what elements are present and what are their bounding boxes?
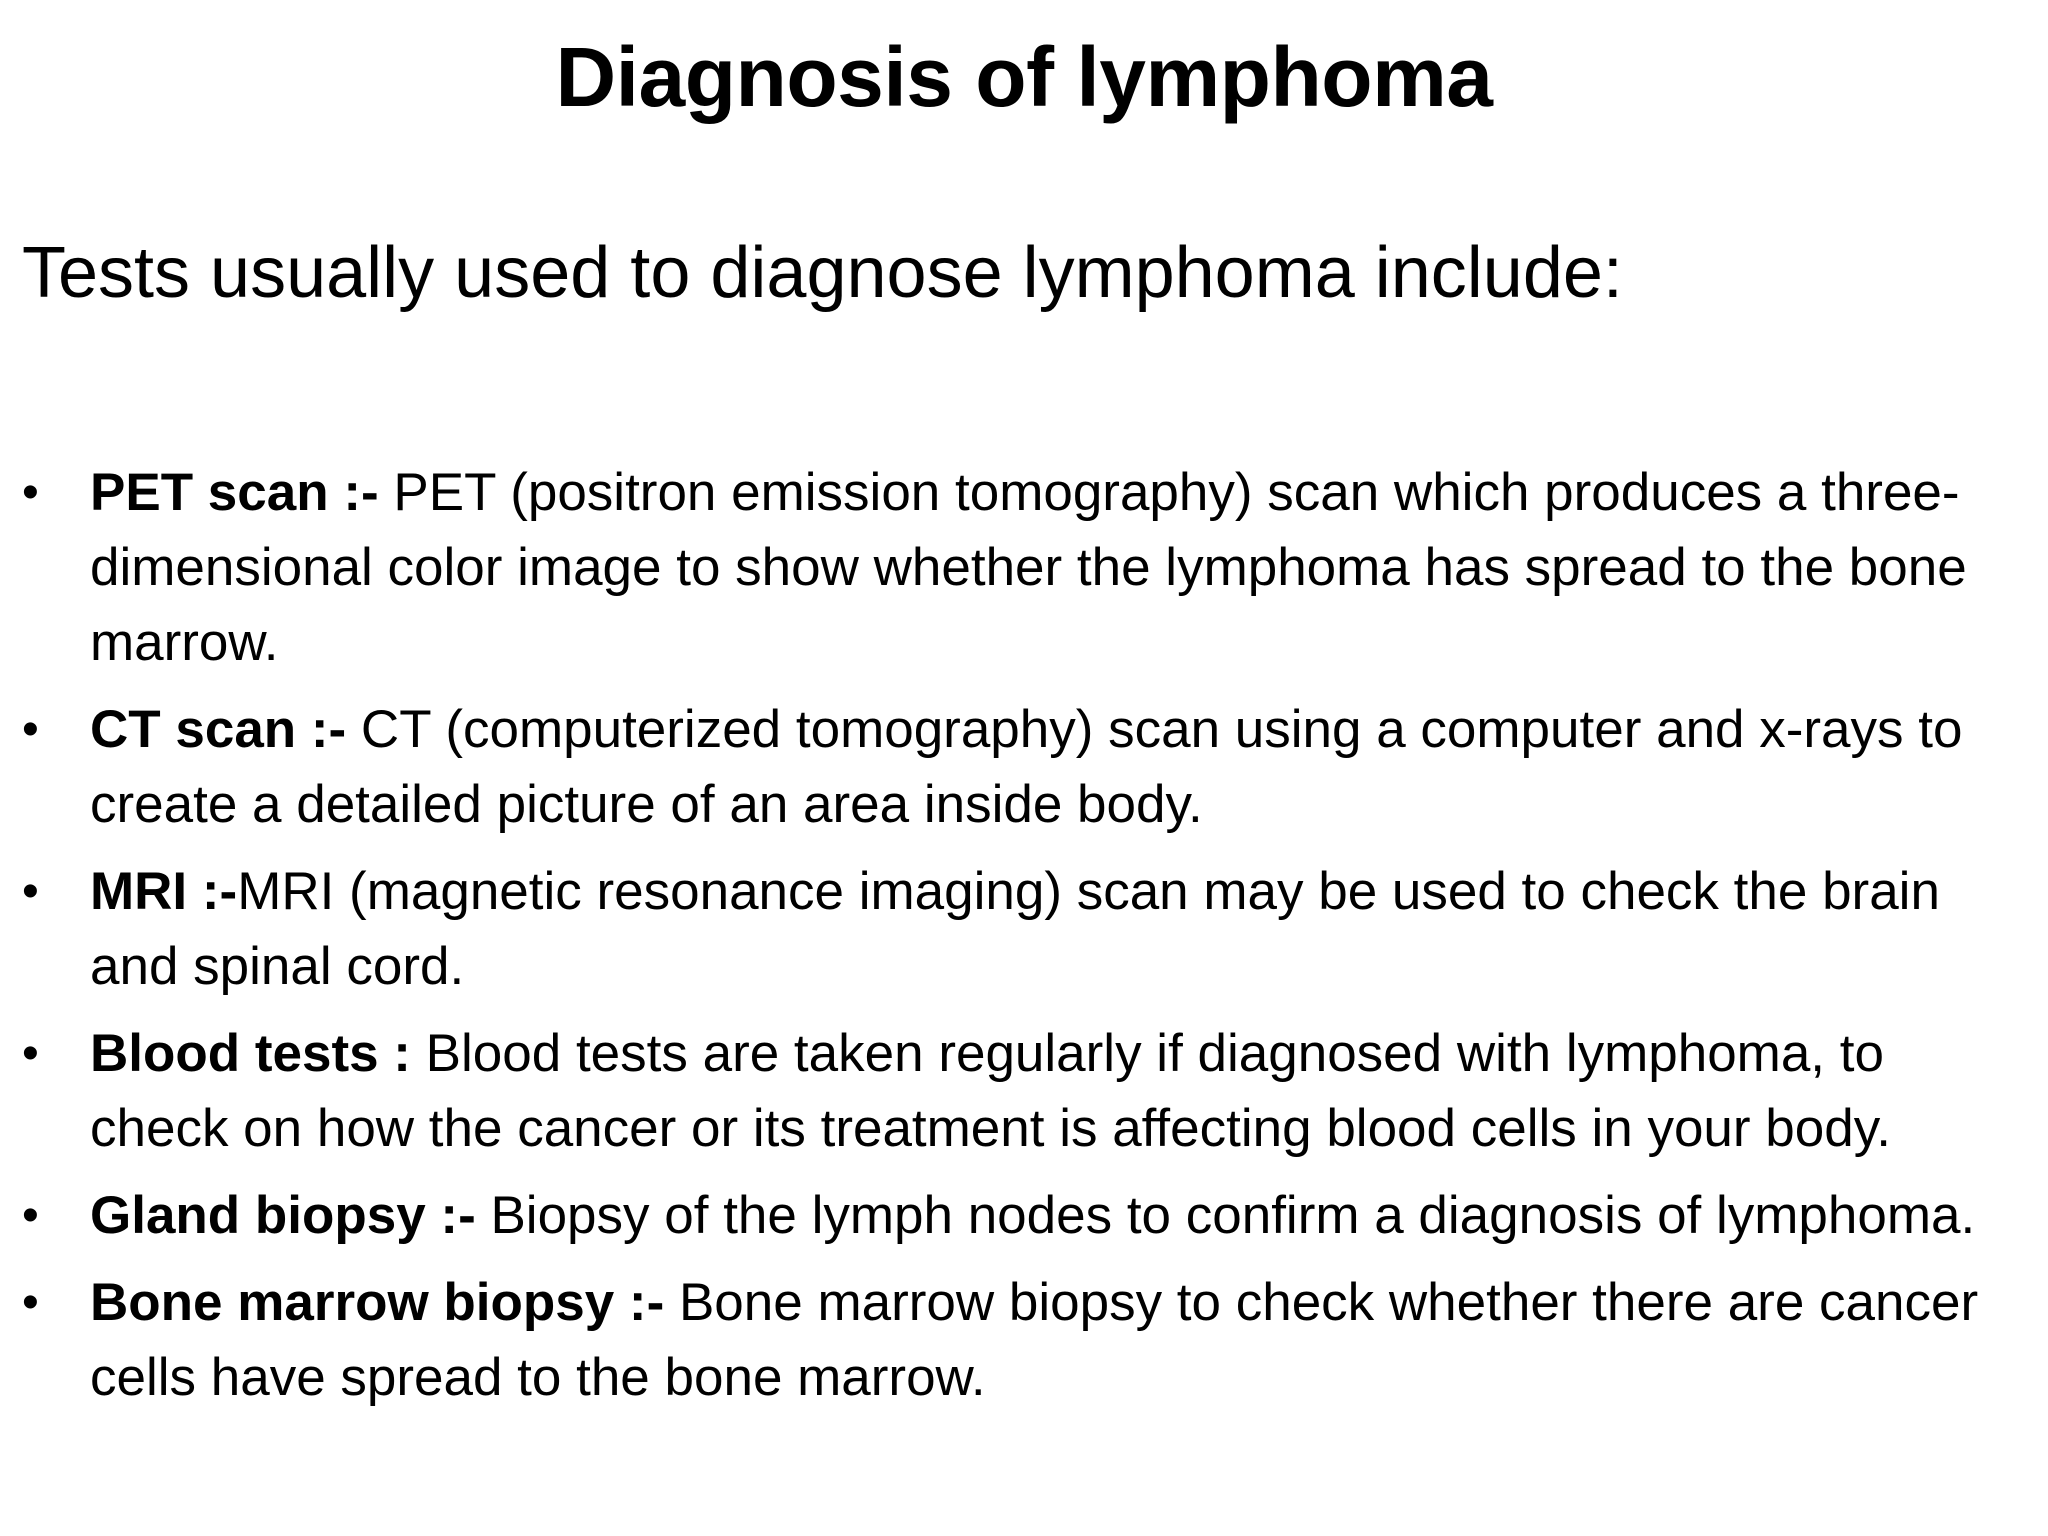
list-item xyxy=(22,1265,2032,1415)
item-description: PET (positron emission tomography) scan which produces a three-dimensional color image to show whether the lymphoma has spread to the bone marrow. xyxy=(90,463,1967,672)
list-item xyxy=(22,1016,2032,1166)
item-description: CT (computerized tomography) scan using a computer and x-rays to create a detailed picture of an area inside body. xyxy=(90,700,1963,834)
test-list xyxy=(22,455,2032,1427)
bullet-icon: • xyxy=(22,703,39,756)
intro-text: Tests usually used to diagnose lymphoma include: xyxy=(22,233,1623,313)
item-description: Bone marrow biopsy to check whether there are cancer cells have spread to the bone marrow. xyxy=(90,1273,1979,1407)
item-term: Gland biopsy :- xyxy=(90,1186,476,1245)
bullet-icon: • xyxy=(22,1027,39,1080)
slide-title: Diagnosis of lymphoma xyxy=(555,30,1493,124)
item-term: CT scan :- xyxy=(90,700,347,759)
list-item xyxy=(22,854,2032,1004)
item-description: MRI (magnetic resonance imaging) scan may be used to check the brain and spinal cord. xyxy=(90,862,1940,996)
item-term: Blood tests : xyxy=(90,1024,411,1083)
list-item xyxy=(22,455,2032,680)
bullet-icon: • xyxy=(22,466,39,519)
bullet-icon: • xyxy=(22,865,39,918)
item-term: Bone marrow biopsy :- xyxy=(90,1273,665,1332)
item-term: MRI :- xyxy=(90,862,238,921)
item-description: Blood tests are taken regularly if diagnosed with lymphoma, to check on how the cancer or its treatment is affecting blood cells in your body. xyxy=(90,1024,1891,1158)
item-description: Biopsy of the lymph nodes to confirm a diagnosis of lymphoma. xyxy=(475,1186,1976,1245)
list-item xyxy=(22,692,2032,842)
bullet-icon: • xyxy=(22,1189,39,1242)
item-term: PET scan :- xyxy=(90,463,379,522)
list-item xyxy=(22,1178,2032,1253)
bullet-icon: • xyxy=(22,1276,39,1329)
